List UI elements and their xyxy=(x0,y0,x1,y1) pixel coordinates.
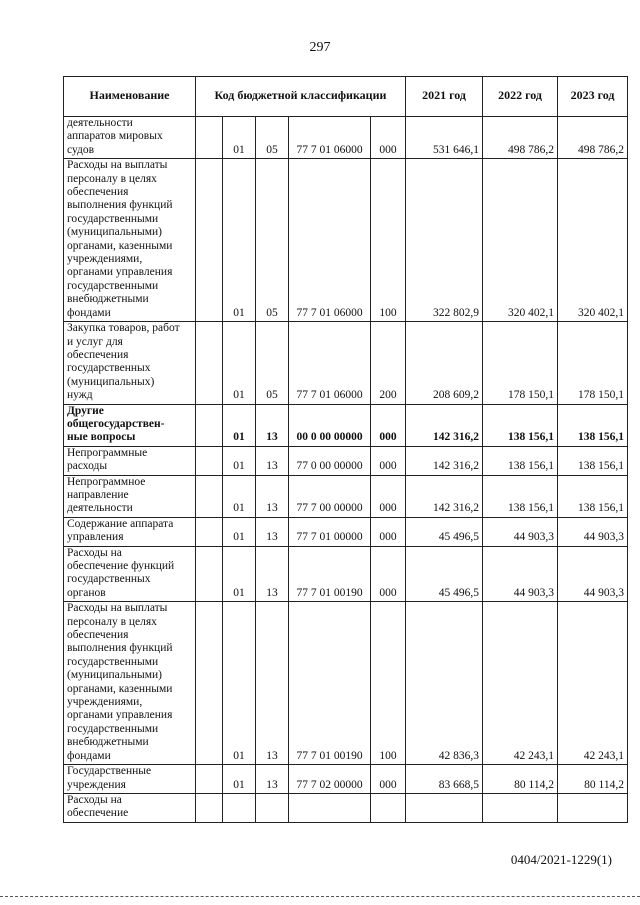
row-section: 01 xyxy=(223,446,256,475)
row-target-article: 77 7 01 00000 xyxy=(289,517,371,546)
row-name-line: выполнения функций xyxy=(67,199,173,212)
row-subsection: 13 xyxy=(256,546,289,602)
row-value-2022: 138 156,1 xyxy=(483,446,558,475)
row-name-line: персоналу в целях xyxy=(67,615,157,628)
row-target-article: 77 0 00 00000 xyxy=(289,446,371,475)
row-value-2022: 44 903,3 xyxy=(483,517,558,546)
row-name-line: персоналу в целях xyxy=(67,172,157,185)
header-2021: 2021 год xyxy=(406,77,483,117)
row-name-line: расходы xyxy=(67,460,108,473)
row-name-line: Расходы на xyxy=(67,546,122,559)
row-name-line: органами управления xyxy=(67,709,173,722)
spacer-cell xyxy=(196,765,223,794)
row-expense-type: 000 xyxy=(371,117,406,159)
row-name xyxy=(64,546,196,602)
row-name-line: выполнения функций xyxy=(67,642,173,655)
row-name-line: государственных xyxy=(67,573,151,586)
spacer-cell xyxy=(196,159,223,322)
row-name-line: судов xyxy=(67,143,95,156)
row-expense-type: 000 xyxy=(371,475,406,517)
row-name-line: органами управления xyxy=(67,266,173,279)
row-section: 01 xyxy=(223,475,256,517)
row-name-line: Расходы на выплаты xyxy=(67,159,168,172)
row-value-2023 xyxy=(558,793,628,822)
row-name xyxy=(64,159,196,322)
row-expense-type: 000 xyxy=(371,765,406,794)
row-value-2022 xyxy=(483,793,558,822)
spacer-cell xyxy=(196,546,223,602)
row-value-2021: 42 836,3 xyxy=(406,602,483,765)
row-value-2021 xyxy=(406,793,483,822)
row-name-line: нужд xyxy=(67,389,93,402)
row-subsection: 05 xyxy=(256,159,289,322)
spacer-cell xyxy=(196,475,223,517)
row-value-2022: 44 903,3 xyxy=(483,546,558,602)
row-expense-type xyxy=(371,793,406,822)
row-name-line: Государственные xyxy=(67,765,152,778)
row-value-2021: 322 802,9 xyxy=(406,159,483,322)
row-target-article: 77 7 00 00000 xyxy=(289,475,371,517)
row-section: 01 xyxy=(223,117,256,159)
row-target-article: 77 7 02 00000 xyxy=(289,765,371,794)
row-target-article: 77 7 01 06000 xyxy=(289,322,371,404)
row-name-line: (муниципальными) xyxy=(67,669,162,682)
spacer-cell xyxy=(196,404,223,446)
row-name xyxy=(64,765,196,794)
row-name-line: Расходы на выплаты xyxy=(67,602,168,615)
row-name-line: фондами xyxy=(67,749,111,762)
spacer-cell xyxy=(196,117,223,159)
row-target-article: 77 7 01 06000 xyxy=(289,117,371,159)
spacer-cell xyxy=(196,517,223,546)
table-body xyxy=(64,117,628,823)
row-name-line: фондами xyxy=(67,306,111,319)
row-name-line: деятельности xyxy=(67,117,133,129)
row-subsection: 05 xyxy=(256,322,289,404)
row-value-2021: 83 668,5 xyxy=(406,765,483,794)
spacer-cell xyxy=(196,602,223,765)
row-subsection: 13 xyxy=(256,517,289,546)
row-section: 01 xyxy=(223,517,256,546)
table-row xyxy=(64,793,628,822)
row-expense-type: 000 xyxy=(371,404,406,446)
row-expense-type: 000 xyxy=(371,446,406,475)
row-name-line: Непрограммные xyxy=(67,446,148,459)
spacer-cell xyxy=(196,446,223,475)
row-name-line: общегосударствен- xyxy=(67,417,165,430)
row-name-line: Другие xyxy=(67,404,104,417)
row-name xyxy=(64,322,196,404)
row-value-2022: 320 402,1 xyxy=(483,159,558,322)
row-value-2022: 80 114,2 xyxy=(483,765,558,794)
row-name-line: деятельности xyxy=(67,502,133,515)
row-name-line: органов xyxy=(67,586,106,599)
row-name-line: (муниципальных) xyxy=(67,375,155,388)
budget-table xyxy=(63,76,628,823)
row-name-line: аппаратов мировых xyxy=(67,130,163,143)
row-name-line: Закупка товаров, работ xyxy=(67,322,180,335)
row-expense-type: 100 xyxy=(371,602,406,765)
row-target-article: 77 7 01 00190 xyxy=(289,602,371,765)
row-section: 01 xyxy=(223,546,256,602)
row-name-line: учреждения xyxy=(67,778,126,791)
row-section: 01 xyxy=(223,159,256,322)
header-name: Наименование xyxy=(64,77,196,117)
row-name-line: обеспечения xyxy=(67,348,129,361)
spacer-cell xyxy=(196,322,223,404)
row-subsection xyxy=(256,793,289,822)
row-value-2023: 178 150,1 xyxy=(558,322,628,404)
header-2022: 2022 год xyxy=(483,77,558,117)
row-name-line: обеспечение xyxy=(67,807,129,820)
header-budget-code: Код бюджетной классификации xyxy=(196,77,406,117)
row-value-2021: 45 496,5 xyxy=(406,546,483,602)
row-expense-type: 000 xyxy=(371,517,406,546)
row-section: 01 xyxy=(223,602,256,765)
row-name-line: обеспечения xyxy=(67,186,129,199)
table-row xyxy=(64,404,628,446)
row-section: 01 xyxy=(223,765,256,794)
row-value-2023: 44 903,3 xyxy=(558,546,628,602)
row-name-line: обеспечение функций xyxy=(67,560,175,572)
row-name xyxy=(64,475,196,517)
row-name-line: государственных xyxy=(67,362,151,375)
row-value-2023: 80 114,2 xyxy=(558,765,628,794)
table-row xyxy=(64,475,628,517)
row-name-line: (муниципальными) xyxy=(67,226,162,239)
row-subsection: 13 xyxy=(256,404,289,446)
row-value-2023: 138 156,1 xyxy=(558,475,628,517)
row-name xyxy=(64,404,196,446)
row-name-line: государственными xyxy=(67,212,159,225)
table-row xyxy=(64,446,628,475)
row-value-2021: 45 496,5 xyxy=(406,517,483,546)
row-subsection: 13 xyxy=(256,602,289,765)
row-name-line: органами, казенными xyxy=(67,239,173,252)
row-subsection: 13 xyxy=(256,765,289,794)
table-row xyxy=(64,602,628,765)
row-name-line: учреждениями, xyxy=(67,253,143,266)
row-value-2021: 142 316,2 xyxy=(406,446,483,475)
row-target-article: 77 7 01 06000 xyxy=(289,159,371,322)
document-code: 0404/2021-1229(1) xyxy=(510,852,612,867)
row-subsection: 05 xyxy=(256,117,289,159)
row-name-line: Расходы на xyxy=(67,793,122,806)
row-name-line: внебюджетными xyxy=(67,736,149,749)
row-value-2021: 142 316,2 xyxy=(406,404,483,446)
table-row xyxy=(64,765,628,794)
row-value-2023: 320 402,1 xyxy=(558,159,628,322)
row-target-article: 00 0 00 00000 xyxy=(289,404,371,446)
row-name-line: государственными xyxy=(67,722,159,735)
row-value-2023: 138 156,1 xyxy=(558,446,628,475)
row-name xyxy=(64,446,196,475)
table-row xyxy=(64,322,628,404)
row-value-2022: 138 156,1 xyxy=(483,475,558,517)
row-name-line: ные вопросы xyxy=(67,431,136,444)
row-expense-type: 200 xyxy=(371,322,406,404)
row-subsection: 13 xyxy=(256,446,289,475)
row-name-line: направление xyxy=(67,488,129,501)
table-header-row xyxy=(64,77,628,117)
row-value-2022: 498 786,2 xyxy=(483,117,558,159)
row-target-article xyxy=(289,793,371,822)
table-row xyxy=(64,159,628,322)
row-name-line: государственными xyxy=(67,655,159,668)
row-name-line: внебюджетными xyxy=(67,293,149,306)
row-value-2023: 42 243,1 xyxy=(558,602,628,765)
row-expense-type: 100 xyxy=(371,159,406,322)
row-value-2021: 142 316,2 xyxy=(406,475,483,517)
row-value-2022: 138 156,1 xyxy=(483,404,558,446)
row-value-2022: 178 150,1 xyxy=(483,322,558,404)
row-name-line: учреждениями, xyxy=(67,696,143,709)
row-section xyxy=(223,793,256,822)
row-name xyxy=(64,602,196,765)
row-section: 01 xyxy=(223,322,256,404)
row-name xyxy=(64,793,196,822)
row-value-2021: 531 646,1 xyxy=(406,117,483,159)
row-target-article: 77 7 01 00190 xyxy=(289,546,371,602)
row-name-line: Содержание аппарата xyxy=(67,517,174,530)
row-value-2022: 42 243,1 xyxy=(483,602,558,765)
row-name-line: государственными xyxy=(67,279,159,292)
table-row xyxy=(64,546,628,602)
table-row xyxy=(64,517,628,546)
row-name xyxy=(64,117,196,159)
row-value-2023: 138 156,1 xyxy=(558,404,628,446)
row-name xyxy=(64,517,196,546)
page-number: 297 xyxy=(309,40,331,55)
row-value-2021: 208 609,2 xyxy=(406,322,483,404)
row-name-line: Непрограммное xyxy=(67,475,146,488)
row-name-line: управления xyxy=(67,531,124,544)
row-subsection: 13 xyxy=(256,475,289,517)
row-name-line: органами, казенными xyxy=(67,682,173,695)
row-name-line: и услуг для xyxy=(67,335,123,348)
row-name-line: обеспечения xyxy=(67,629,129,642)
bottom-dashed-rule xyxy=(0,896,640,897)
row-expense-type: 000 xyxy=(371,546,406,602)
row-section: 01 xyxy=(223,404,256,446)
row-value-2023: 44 903,3 xyxy=(558,517,628,546)
table-row xyxy=(64,117,628,159)
spacer-cell xyxy=(196,793,223,822)
row-value-2023: 498 786,2 xyxy=(558,117,628,159)
header-2023: 2023 год xyxy=(558,77,628,117)
